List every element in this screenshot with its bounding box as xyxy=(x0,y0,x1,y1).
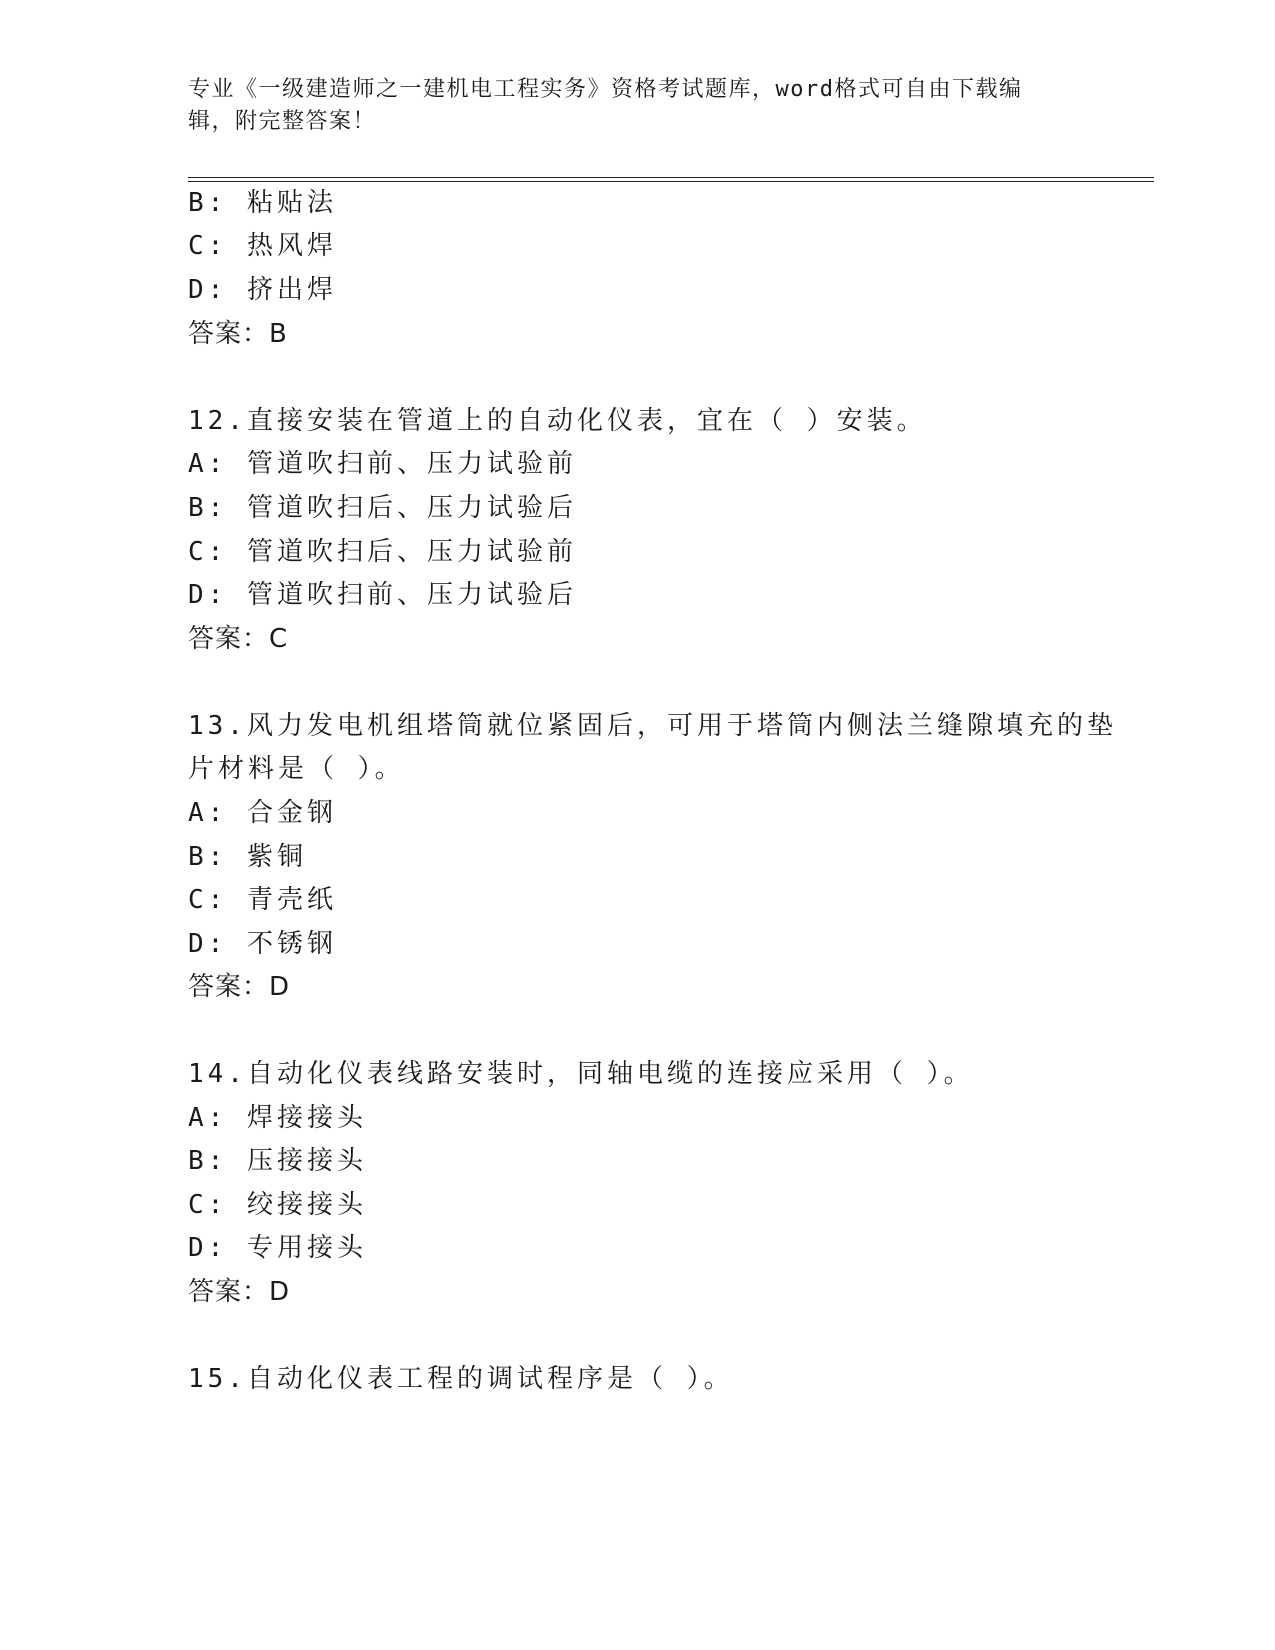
q12-option-c: C: 管道吹扫后、压力试验前 xyxy=(188,537,577,567)
q12-option-d: D: 管道吹扫前、压力试验后 xyxy=(188,580,577,610)
q14-option-a: A: 焊接接头 xyxy=(188,1103,367,1133)
q13-stem-line-1: 13.风力发电机组塔筒就位紧固后，可用于塔筒内侧法兰缝隙填充的垫 xyxy=(188,711,1117,741)
q11-option-b: B: 粘贴法 xyxy=(188,188,337,218)
q15-stem: 15.自动化仪表工程的调试程序是（ ）。 xyxy=(188,1364,734,1394)
q12-stem: 12.直接安装在管道上的自动化仪表，宜在（ ）安装。 xyxy=(188,406,927,436)
q13-answer: 答案：D xyxy=(188,972,291,1002)
q13-stem-line-2: 片材料是（ ）。 xyxy=(188,754,405,784)
header-divider xyxy=(188,177,1154,182)
q14-option-b: B: 压接接头 xyxy=(188,1146,367,1176)
q14-stem: 14.自动化仪表线路安装时，同轴电缆的连接应采用（ ）。 xyxy=(188,1059,974,1089)
q12-answer: 答案：C xyxy=(188,624,289,654)
q11-option-c: C: 热风焊 xyxy=(188,231,337,261)
header-line-2: 辑，附完整答案！ xyxy=(188,109,377,134)
q11-answer: 答案：B xyxy=(188,319,288,349)
q12-option-a: A: 管道吹扫前、压力试验前 xyxy=(188,449,577,479)
q13-option-c: C: 青壳纸 xyxy=(188,885,337,915)
q11-option-d: D: 挤出焊 xyxy=(188,275,337,305)
q13-option-d: D: 不锈钢 xyxy=(188,929,337,959)
q14-option-c: C: 绞接接头 xyxy=(188,1190,367,1220)
document-header xyxy=(188,74,1068,138)
header-line-1: 专业《一级建造师之一建机电工程实务》资格考试题库，word格式可自由下载编 xyxy=(188,77,1023,102)
q14-answer: 答案：D xyxy=(188,1277,291,1307)
q13-option-a: A: 合金钢 xyxy=(188,798,337,828)
q14-option-d: D: 专用接头 xyxy=(188,1233,367,1263)
q13-option-b: B: 紫铜 xyxy=(188,842,307,872)
q12-option-b: B: 管道吹扫后、压力试验后 xyxy=(188,493,577,523)
